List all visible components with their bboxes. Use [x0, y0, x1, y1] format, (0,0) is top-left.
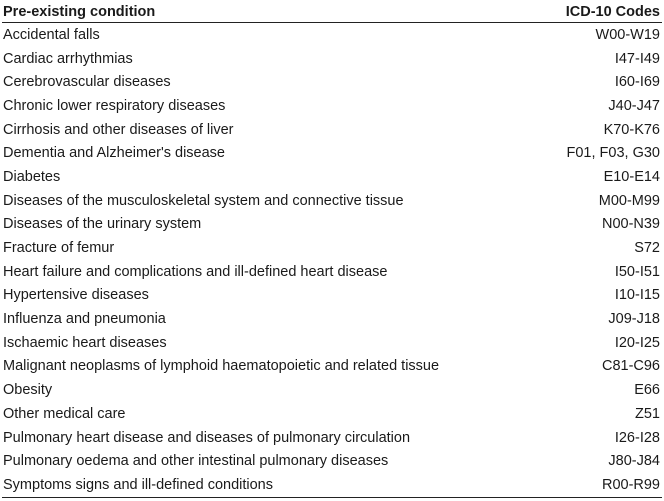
table-row [2, 307, 662, 331]
table-row [2, 165, 662, 189]
codes-cell: K70-K76 [603, 121, 660, 138]
table-row [2, 378, 662, 402]
codes-cell: W00-W19 [595, 26, 660, 43]
codes-cell: J40-J47 [608, 97, 660, 114]
codes-cell: I60-I69 [614, 74, 660, 91]
codes-cell: I47-I49 [614, 50, 660, 67]
codes-cell: M00-M99 [598, 192, 660, 209]
table-row [2, 47, 662, 71]
table-row [2, 189, 662, 213]
codes-cell: F01, F03, G30 [566, 145, 660, 162]
codes-cell: E66 [634, 382, 660, 399]
icd10-table [2, 1, 662, 498]
condition-cell: Other medical care [3, 405, 126, 422]
header-codes: ICD-10 Codes [565, 3, 660, 20]
condition-cell: Fracture of femur [3, 240, 115, 257]
codes-cell: R00-R99 [601, 476, 660, 493]
condition-cell: Symptoms signs and ill-defined conditions [3, 476, 273, 493]
table-header [2, 1, 662, 23]
table-row [2, 213, 662, 237]
table-row [2, 236, 662, 260]
condition-cell: Cerebrovascular diseases [3, 74, 171, 91]
condition-cell: Heart failure and complications and ill-defined heart disease [3, 263, 388, 280]
table-row [2, 141, 662, 165]
table-row [2, 284, 662, 308]
header-condition: Pre-existing condition [3, 3, 156, 20]
condition-cell: Hypertensive diseases [3, 287, 149, 304]
condition-cell: Influenza and pneumonia [3, 311, 166, 328]
table-row [2, 70, 662, 94]
codes-cell: I26-I28 [614, 429, 660, 446]
condition-cell: Diabetes [3, 168, 61, 185]
codes-cell: Z51 [635, 405, 660, 422]
table-row [2, 449, 662, 473]
table-row [2, 402, 662, 426]
table-row [2, 23, 662, 47]
codes-cell: J80-J84 [608, 453, 660, 470]
codes-cell: I20-I25 [614, 334, 660, 351]
codes-cell: E10-E14 [603, 168, 660, 185]
codes-cell: I10-I15 [614, 287, 660, 304]
table-row [2, 426, 662, 450]
codes-cell: N00-N39 [601, 216, 660, 233]
codes-cell: J09-J18 [608, 311, 660, 328]
table-row [2, 473, 662, 497]
condition-cell: Diseases of the urinary system [3, 216, 202, 233]
condition-cell: Cardiac arrhythmias [3, 50, 133, 67]
condition-cell: Cirrhosis and other diseases of liver [3, 121, 234, 138]
table-row [2, 94, 662, 118]
condition-cell: Chronic lower respiratory diseases [3, 97, 226, 114]
condition-cell: Dementia and Alzheimer's disease [3, 145, 225, 162]
condition-cell: Pulmonary oedema and other intestinal pulmonary diseases [3, 453, 389, 470]
table-row [2, 355, 662, 379]
codes-cell: I50-I51 [614, 263, 660, 280]
table-row [2, 331, 662, 355]
condition-cell: Malignant neoplasms of lymphoid haematopoietic and related tissue [3, 358, 440, 375]
codes-cell: S72 [634, 240, 660, 257]
table-row [2, 260, 662, 284]
condition-cell: Ischaemic heart diseases [3, 334, 167, 351]
condition-cell: Obesity [3, 382, 53, 399]
codes-cell: C81-C96 [601, 358, 660, 375]
condition-cell: Accidental falls [3, 26, 100, 43]
condition-cell: Pulmonary heart disease and diseases of pulmonary circulation [3, 429, 411, 446]
table-body [2, 23, 662, 498]
condition-cell: Diseases of the musculoskeletal system and connective tissue [3, 192, 404, 209]
table-row [2, 118, 662, 142]
